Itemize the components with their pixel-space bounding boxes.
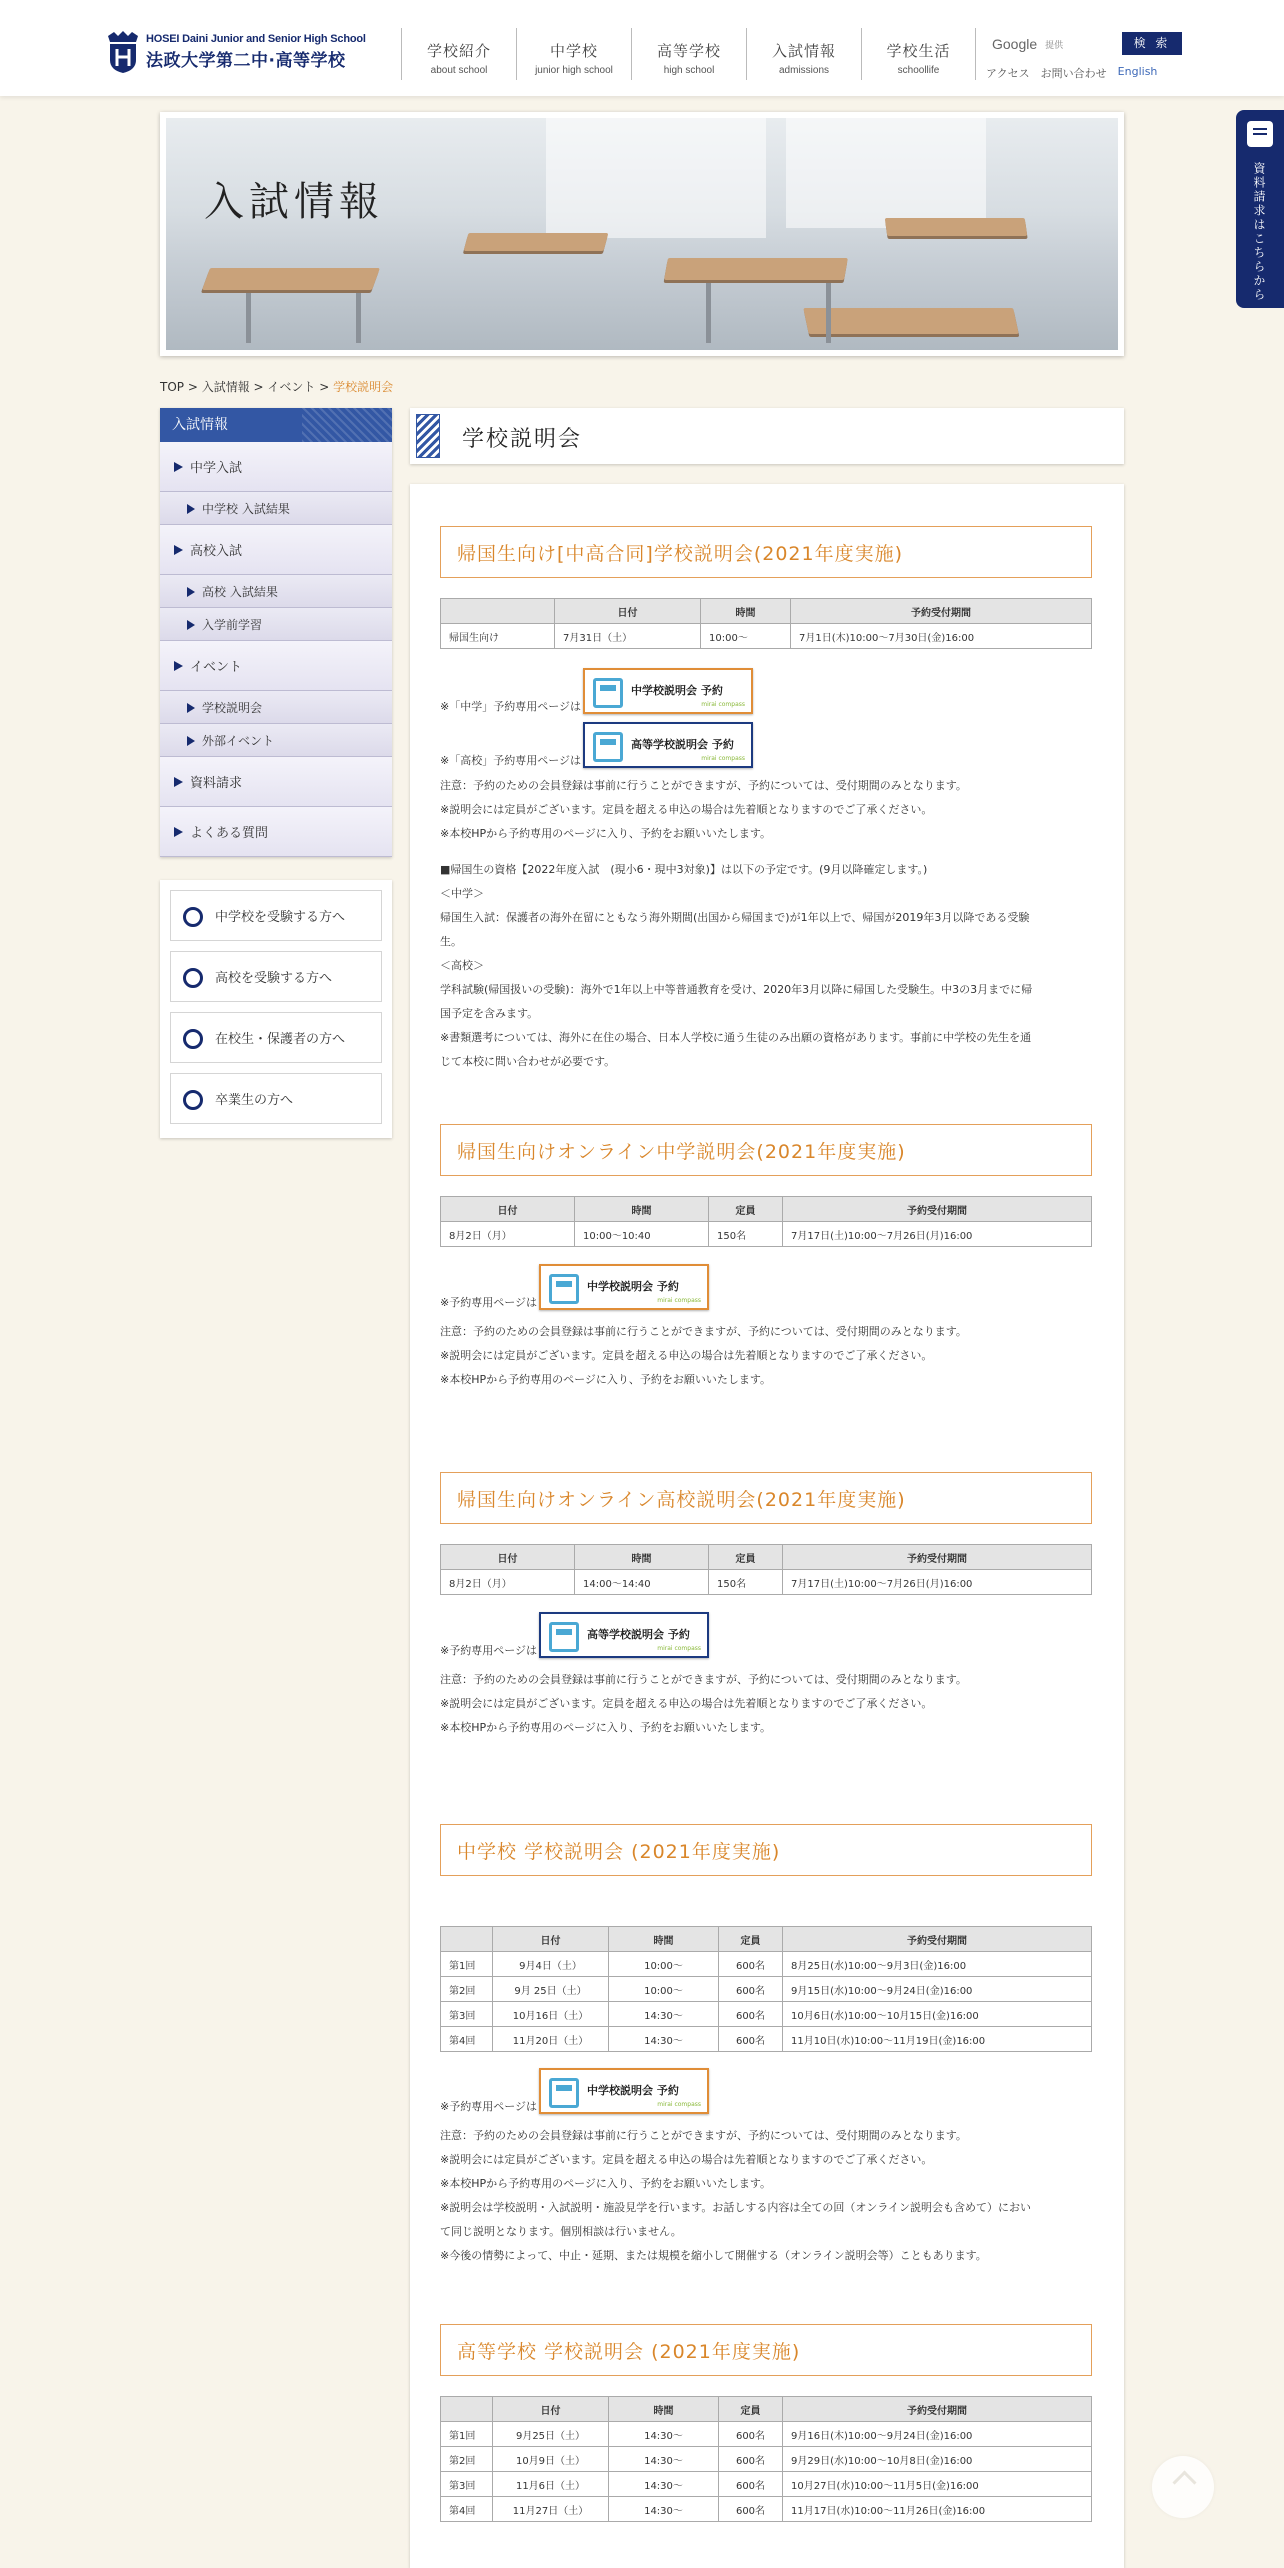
schedule-table: 日付 時間 定員 予約受付期間 8月2日（月） 10:00～10:40 150名 7月17日(土)10:00～7月26日(月)16:00 [440, 1196, 1092, 1247]
table-row: 8月2日（月） 10:00～10:40 150名 7月17日(土)10:00～7月26日(月)16:00 [441, 1222, 1092, 1247]
contact-link[interactable]: お問い合わせ [1040, 67, 1107, 80]
english-link[interactable]: English [1117, 65, 1158, 78]
nav-about[interactable]: 学校紹介 about school [401, 28, 516, 80]
reserve-jhs-button[interactable]: 中学校説明会 予約 mirai compass [583, 668, 753, 714]
reserve-jhs-button[interactable]: 中学校説明会 予約 mirai compass [539, 2068, 709, 2114]
school-icon [549, 1274, 579, 1304]
window-light [546, 118, 766, 238]
school-icon [593, 678, 623, 708]
sidebar-heading[interactable]: 入試情報 [160, 408, 392, 442]
desk [464, 233, 609, 251]
quick-link-junior-applicants[interactable]: 中学校を受験する方へ [170, 890, 382, 941]
reserve-line: ※予約専用ページは 中学校説明会 予約 mirai compass [440, 2068, 709, 2114]
section-returnee-joint [440, 526, 1092, 578]
desk-leg [356, 293, 361, 343]
classroom-image [166, 118, 1118, 350]
nav-admissions[interactable]: 入試情報 admissions [746, 28, 861, 80]
logo-ja-text: 法政大学第二中·高等学校 [146, 51, 346, 71]
request-materials-label: 資料請求はこちらから [1252, 162, 1266, 302]
breadcrumb-admissions[interactable]: 入試情報 [201, 380, 250, 394]
breadcrumb-top[interactable]: TOP [160, 380, 185, 394]
section-title: 帰国生向けオンライン中学説明会(2021年度実施) [440, 1124, 1092, 1176]
main-content [410, 484, 1124, 2568]
request-materials-tab[interactable] [1236, 110, 1284, 308]
desk [202, 268, 380, 290]
schedule-table: 日付 時間 定員 予約受付期間 第1回 9月25日（土） 14:30～ 600名 9月16日(木)10:00～9月24日(金)16:00 第2回 10月9日（土） 14:30～ 600名 9月29日(水)10:00～10月8日(金)16:00 第3回 11月6日（土） 14:30～ 600名 10月27日(水)10:00～11月5日(金)16:00 第4回 11月27日（土） 14:30～ 600名 11月17日(水)10:00～11月26日(金)16:00 [440, 2396, 1092, 2522]
logo-en-text: HOSEI Daini Junior and Senior High School [146, 33, 366, 45]
desk-leg [706, 283, 711, 343]
nav-schoollife[interactable]: 学校生活 schoollife [861, 28, 976, 80]
notes: 注意：予約のための会員登録は事前に行うことができますが、予約については、受付期間のみとなります。 ※説明会には定員がございます。定員を超える申込の場合は先着順となりますのでご了承ください。 ※本校HPから予約専用のページに入り、予約をお願いいたします。 [440, 1673, 967, 1734]
schedule-table: 日付 時間 予約受付期間 帰国生向け 7月31日（土） 10:00～ 7月1日(木)10:00～7月30日(金)16:00 [440, 598, 1092, 649]
sidebar-item-external-event[interactable]: 外部イベント [160, 724, 392, 757]
notes: 注意：予約のための会員登録は事前に行うことができますが、予約については、受付期間のみとなります。 ※説明会には定員がございます。定員を超える申込の場合は先着順となりますのでご了承ください。 ※本校HPから予約専用のページに入り、予約をお願いいたします。 [440, 779, 967, 840]
nav-high-school[interactable]: 高等学校 high school [631, 28, 746, 80]
reserve-hs-button[interactable]: 高等学校説明会 予約 mirai compass [583, 722, 753, 768]
hero-banner [160, 112, 1124, 356]
section-title: 中学校 学校説明会 (2021年度実施) [440, 1824, 1092, 1876]
schedule-table: 日付 時間 定員 予約受付期間 第1回 9月4日（土） 10:00～ 600名 8月25日(水)10:00～9月3日(金)16:00 第2回 9月 25日（土） 10:00～ 600名 9月15日(水)10:00～9月24日(金)16:00 第3回 10月16日（土） 14:30～ 600名 10月6日(水)10:00～10月15日(金)16:00 第4回 11月20日（土） 14:30～ 600名 11月10日(水)10:00～11月19日(金)16:00 [440, 1926, 1092, 2052]
section-title: 帰国生向けオンライン高校説明会(2021年度実施) [440, 1472, 1092, 1524]
school-icon [593, 732, 623, 762]
section-junior-sessions [440, 1824, 1092, 1876]
notes: 注意：予約のための会員登録は事前に行うことができますが、予約については、受付期間のみとなります。 ※説明会には定員がございます。定員を超える申込の場合は先着順となりますのでご了承ください。 ※本校HPから予約専用のページに入り、予約をお願いいたします。 ※説明会は学校説明・入試説明・施設見学を行います。お話しする内容は全ての回（オンライン説明会も含めて）におい て同じ説明となります。個別相談は行いません。 ※今後の情勢によって、中止・延期、または規模を縮小して開催する（オンライン説明会等）こともあります。 [440, 2129, 1032, 2262]
sidebar-nav [160, 408, 392, 857]
sidebar-item-pre-study[interactable]: 入学前学習 [160, 608, 392, 641]
notes: 注意：予約のための会員登録は事前に行うことができますが、予約については、受付期間のみとなります。 ※説明会には定員がございます。定員を超える申込の場合は先着順となりますのでご了承ください。 ※本校HPから予約専用のページに入り、予約をお願いいたします。 [440, 1325, 967, 1386]
access-link[interactable]: アクセス [986, 67, 1030, 80]
desk [803, 308, 1019, 334]
table-row: 第4回 11月27日（土） 14:30～ 600名 11月17日(水)10:00～11月26日(金)16:00 [441, 2497, 1092, 2522]
search-brand: Google [992, 36, 1038, 52]
desk [885, 218, 1028, 236]
school-icon [549, 2078, 579, 2108]
breadcrumb-event[interactable]: イベント [267, 380, 316, 394]
breadcrumb-current: 学校説明会 [333, 380, 394, 394]
site-header [0, 0, 1284, 96]
sidebar-item-info-session[interactable]: 学校説明会 [160, 691, 392, 724]
search-input[interactable] [986, 32, 1120, 56]
sidebar-item-faq[interactable]: よくある質問 [160, 807, 392, 857]
sidebar-item-high-results[interactable]: 高校 入試結果 [160, 575, 392, 608]
quick-link-students-parents[interactable]: 在校生・保護者の方へ [170, 1012, 382, 1063]
sidebar-item-high-exam[interactable]: 高校入試 [160, 525, 392, 575]
quick-links [160, 880, 392, 1138]
desk-leg [246, 293, 251, 343]
section-title: 帰国生向け[中高合同]学校説明会(2021年度実施) [440, 526, 1092, 578]
quick-link-alumni[interactable]: 卒業生の方へ [170, 1073, 382, 1124]
global-nav [401, 28, 976, 80]
breadcrumb: TOP > 入試情報 > イベント > 学校説明会 [160, 380, 394, 394]
reserve-line: ※予約専用ページは 高等学校説明会 予約 mirai compass [440, 1612, 709, 1658]
search-button[interactable]: 検 索 [1122, 32, 1182, 55]
sidebar-item-junior-exam[interactable]: 中学入試 [160, 442, 392, 492]
sidebar-item-materials[interactable]: 資料請求 [160, 757, 392, 807]
school-logo[interactable] [106, 30, 366, 74]
title-stripe [416, 414, 440, 458]
table-row: 第2回 9月 25日（土） 10:00～ 600名 9月15日(水)10:00～9月24日(金)16:00 [441, 1977, 1092, 2002]
back-to-top-button[interactable] [1152, 2456, 1214, 2518]
table-row: 第1回 9月4日（土） 10:00～ 600名 8月25日(水)10:00～9月3日(金)16:00 [441, 1952, 1092, 1977]
reserve-line: ※予約専用ページは 中学校説明会 予約 mirai compass [440, 1264, 709, 1310]
sidebar-item-junior-results[interactable]: 中学校 入試結果 [160, 492, 392, 525]
section-high-sessions [440, 2324, 1092, 2376]
school-icon [549, 1622, 579, 1652]
search-placeholder: 提供 [1045, 40, 1064, 51]
section-online-high [440, 1472, 1092, 1524]
reserve-line-hs: ※「高校」予約専用ページは 高等学校説明会 予約 mirai compass [440, 722, 753, 768]
page-title: 学校説明会 [462, 427, 583, 452]
desk [664, 258, 848, 280]
section-online-junior [440, 1124, 1092, 1176]
nav-junior-high[interactable]: 中学校 junior high school [516, 28, 631, 80]
table-row: 8月2日（月） 14:00～14:40 150名 7月17日(土)10:00～7月26日(月)16:00 [441, 1570, 1092, 1595]
reserve-line-jhs: ※「中学」予約専用ページは 中学校説明会 予約 mirai compass [440, 668, 753, 714]
quick-link-high-applicants[interactable]: 高校を受験する方へ [170, 951, 382, 1002]
reserve-hs-button[interactable]: 高等学校説明会 予約 mirai compass [539, 1612, 709, 1658]
window-light [786, 118, 986, 228]
school-crest-icon [106, 30, 140, 74]
section-title: 高等学校 学校説明会 (2021年度実施) [440, 2324, 1092, 2376]
table-row: 第4回 11月20日（土） 14:30～ 600名 11月10日(水)10:00～11月19日(金)16:00 [441, 2027, 1092, 2052]
desk-leg [826, 283, 831, 343]
hero-title: 入試情報 [204, 179, 384, 225]
schedule-table: 日付 時間 定員 予約受付期間 8月2日（月） 14:00～14:40 150名 7月17日(土)10:00～7月26日(月)16:00 [440, 1544, 1092, 1595]
table-row: 第2回 10月9日（土） 14:30～ 600名 9月29日(水)10:00～10月8日(金)16:00 [441, 2447, 1092, 2472]
returnee-qualification: ■帰国生の資格【2022年度入試 (現小6・現中3対象)】は以下の予定です。(9月以降確定します。) ＜中学＞ 帰国生入試：保護者の海外在留にともなう海外期間(出国から帰国まで)が1年以上で、帰国が2019年3月以降である受験 生。 ＜高校＞ 学科試験(帰国扱いの受験)：海外で1年以上中等普通教育を受け、2020年3月以降に帰国した受験生。中3の3月までに帰 国予定を含みます。 ※書類選考については、海外に在住の場合、日本人学校に通う生徒のみ出願の資格があります。事前に中学校の先生を通 じて本校に問い合わせが必要です。 [440, 863, 1033, 1068]
table-row: 第3回 10月16日（土） 14:30～ 600名 10月6日(水)10:00～10月15日(金)16:00 [441, 2002, 1092, 2027]
table-row: 帰国生向け 7月31日（土） 10:00～ 7月1日(木)10:00～7月30日(金)16:00 [441, 624, 1092, 649]
document-icon [1247, 121, 1273, 147]
table-row: 第3回 11月6日（土） 14:30～ 600名 10月27日(水)10:00～11月5日(金)16:00 [441, 2472, 1092, 2497]
page-title-box [410, 408, 1124, 464]
reserve-jhs-button[interactable]: 中学校説明会 予約 mirai compass [539, 1264, 709, 1310]
header-sublinks [986, 65, 1157, 81]
sidebar-item-event[interactable]: イベント [160, 641, 392, 691]
table-row: 第1回 9月25日（土） 14:30～ 600名 9月16日(木)10:00～9月24日(金)16:00 [441, 2422, 1092, 2447]
